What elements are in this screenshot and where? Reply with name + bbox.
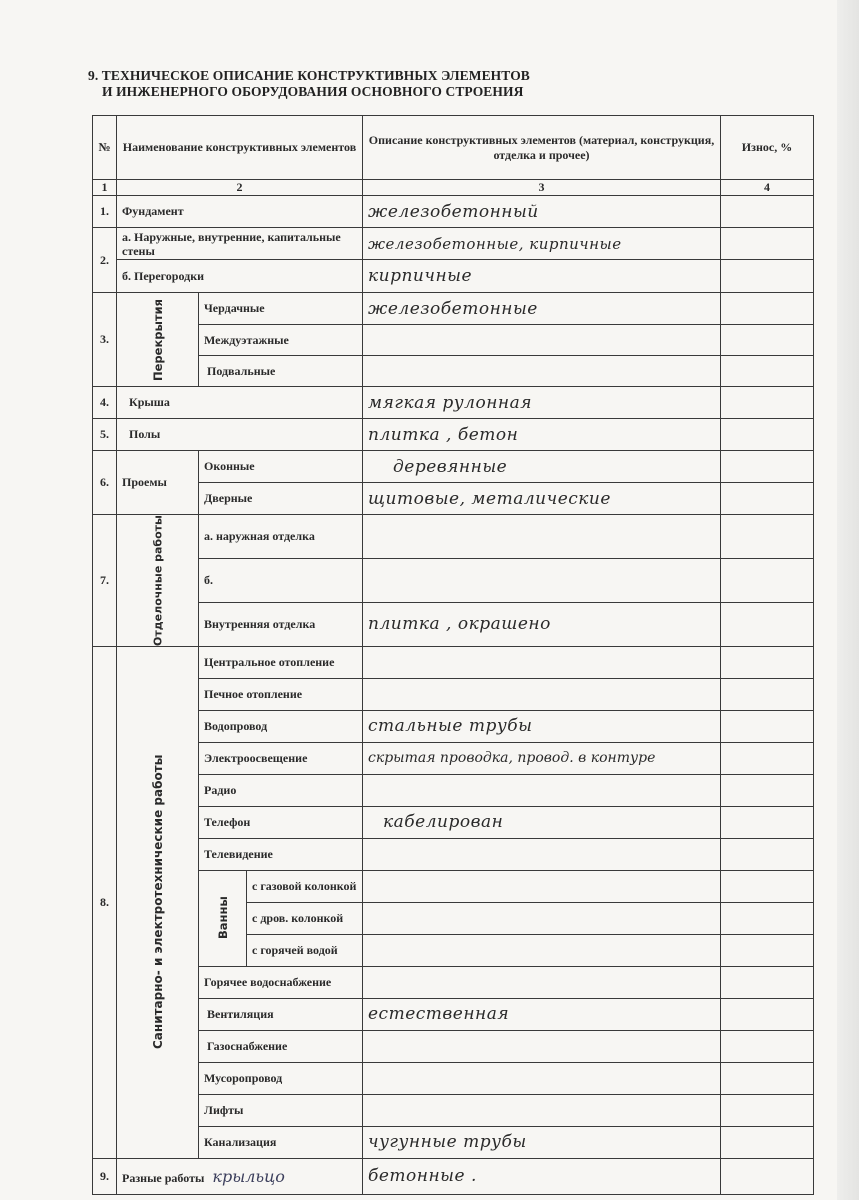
- row-label: а. наружная отделка: [199, 515, 363, 559]
- table-row: [93, 646, 814, 678]
- wear-field[interactable]: [721, 870, 814, 902]
- wear-field[interactable]: [721, 228, 814, 260]
- wear-field[interactable]: [721, 710, 814, 742]
- table-row: [93, 774, 814, 806]
- row-label: Телевидение: [199, 838, 363, 870]
- description-field[interactable]: [363, 902, 721, 934]
- table-row: [93, 838, 814, 870]
- table-row: [93, 515, 814, 559]
- group-label-floors: Перекрытия: [117, 293, 199, 387]
- group-label-baths: Ванны: [199, 870, 247, 966]
- row-label: Фундамент: [117, 196, 363, 228]
- wear-field[interactable]: [721, 325, 814, 356]
- wear-field[interactable]: [721, 356, 814, 387]
- description-field[interactable]: железобетонный: [363, 196, 721, 228]
- table-row: [93, 602, 814, 646]
- description-field[interactable]: [363, 870, 721, 902]
- row-label: б. Перегородки: [117, 260, 363, 293]
- row-label: Водопровод: [199, 710, 363, 742]
- table-row: [93, 742, 814, 774]
- table-row: [93, 451, 814, 483]
- table-row: [93, 998, 814, 1030]
- description-field[interactable]: [363, 1094, 721, 1126]
- table-row: [93, 1158, 814, 1194]
- wear-field[interactable]: [721, 293, 814, 325]
- wear-field[interactable]: [721, 483, 814, 515]
- row-label: Горячее водоснабжение: [199, 966, 363, 998]
- header-num: №: [93, 116, 117, 180]
- wear-field[interactable]: [721, 838, 814, 870]
- wear-field[interactable]: [721, 646, 814, 678]
- table-row: [93, 483, 814, 515]
- page-edge: [837, 0, 859, 1200]
- table-row: [93, 325, 814, 356]
- row-num: 1.: [93, 196, 117, 228]
- description-field[interactable]: кабелирован: [363, 806, 721, 838]
- row-label: Крыша: [117, 387, 363, 419]
- description-field[interactable]: [363, 515, 721, 559]
- description-field[interactable]: мягкая рулонная: [363, 387, 721, 419]
- wear-field[interactable]: [721, 1158, 814, 1194]
- column-number-2: 2: [117, 180, 363, 196]
- wear-field[interactable]: [721, 1062, 814, 1094]
- row-label: Радио: [199, 774, 363, 806]
- row-num: 7.: [93, 515, 117, 647]
- table-row: [93, 419, 814, 451]
- description-field[interactable]: бетонные .: [363, 1158, 721, 1194]
- row-label: Электроосвещение: [199, 742, 363, 774]
- table-row: [93, 710, 814, 742]
- row-num: 3.: [93, 293, 117, 387]
- table-row: [93, 293, 814, 325]
- wear-field[interactable]: [721, 998, 814, 1030]
- description-field[interactable]: кирпичные: [363, 260, 721, 293]
- wear-field[interactable]: [721, 559, 814, 602]
- row-label: с дров. колонкой: [247, 902, 363, 934]
- table-row: [93, 559, 814, 602]
- group-label-finishing: Отделочные работы: [117, 515, 199, 647]
- description-field[interactable]: естественная: [363, 998, 721, 1030]
- description-field[interactable]: [363, 325, 721, 356]
- table-row: [93, 387, 814, 419]
- description-field[interactable]: [363, 774, 721, 806]
- column-number-3: 3: [363, 180, 721, 196]
- row-label: Чердачные: [199, 293, 363, 325]
- row-label: Телефон: [199, 806, 363, 838]
- description-field[interactable]: плитка , окрашено: [363, 602, 721, 646]
- group-label-sanitary: Санитарно- и электротехнические работы: [117, 646, 199, 1158]
- table-row: [93, 678, 814, 710]
- title-line-2: И ИНЖЕНЕРНОГО ОБОРУДОВАНИЯ ОСНОВНОГО СТРОЕНИЯ: [102, 84, 524, 99]
- description-field[interactable]: деревянные: [363, 451, 721, 483]
- row-label: Газоснабжение: [199, 1030, 363, 1062]
- column-number-4: 4: [721, 180, 814, 196]
- header-row: [93, 116, 814, 180]
- table-row: [93, 870, 814, 902]
- description-field[interactable]: [363, 838, 721, 870]
- row-label: Внутренняя отделка: [199, 602, 363, 646]
- wear-field[interactable]: [721, 774, 814, 806]
- table-row: [93, 228, 814, 260]
- wear-field[interactable]: [721, 1126, 814, 1158]
- row-num: 6.: [93, 451, 117, 515]
- table-row: [93, 1030, 814, 1062]
- description-field[interactable]: плитка , бетон: [363, 419, 721, 451]
- row-label: Подвальные: [199, 356, 363, 387]
- title-line-1: 9. ТЕХНИЧЕСКОЕ ОПИСАНИЕ КОНСТРУКТИВНЫХ ЭЛЕМЕНТОВ: [88, 68, 530, 83]
- description-field[interactable]: щитовые, металические: [363, 483, 721, 515]
- row-num: 4.: [93, 387, 117, 419]
- description-field[interactable]: железобетонные: [363, 293, 721, 325]
- description-field[interactable]: стальные трубы: [363, 710, 721, 742]
- column-number-1: 1: [93, 180, 117, 196]
- description-field[interactable]: [363, 646, 721, 678]
- group-label-openings: Проемы: [117, 451, 199, 515]
- description-field[interactable]: скрытая проводка, провод. в контуре: [363, 742, 721, 774]
- row-label: а. Наружные, внутренние, капитальные стены: [117, 228, 363, 260]
- column-number-row: [93, 180, 814, 196]
- table-row: [93, 260, 814, 293]
- row-label: Мусоропровод: [199, 1062, 363, 1094]
- row-label: Печное отопление: [199, 678, 363, 710]
- row-label: с газовой колонкой: [247, 870, 363, 902]
- row-label: Междуэтажные: [199, 325, 363, 356]
- description-field[interactable]: [363, 934, 721, 966]
- description-field[interactable]: [363, 559, 721, 602]
- row-label: Разные работы: [122, 1170, 205, 1185]
- wear-field[interactable]: [721, 902, 814, 934]
- description-field[interactable]: [363, 966, 721, 998]
- table-row: [93, 1094, 814, 1126]
- wear-field[interactable]: [721, 419, 814, 451]
- wear-field[interactable]: [721, 934, 814, 966]
- row-num: 5.: [93, 419, 117, 451]
- row-label: Канализация: [199, 1126, 363, 1158]
- technical-description-table: [92, 115, 814, 1195]
- row-label: Оконные: [199, 451, 363, 483]
- wear-field[interactable]: [721, 966, 814, 998]
- row-label: Вентиляция: [199, 998, 363, 1030]
- row-label-note[interactable]: крыльцо: [212, 1166, 285, 1186]
- description-field[interactable]: [363, 1062, 721, 1094]
- page-title: [88, 68, 608, 100]
- wear-field[interactable]: [721, 260, 814, 293]
- table-row: [93, 356, 814, 387]
- table-row: [93, 1126, 814, 1158]
- wear-field[interactable]: [721, 1030, 814, 1062]
- row-label-cell: [117, 1158, 363, 1194]
- row-label: б.: [199, 559, 363, 602]
- description-field[interactable]: чугунные трубы: [363, 1126, 721, 1158]
- table-row: [93, 1062, 814, 1094]
- description-field[interactable]: железобетонные, кирпичные: [363, 228, 721, 260]
- wear-field[interactable]: [721, 196, 814, 228]
- wear-field[interactable]: [721, 515, 814, 559]
- wear-field[interactable]: [721, 602, 814, 646]
- wear-field[interactable]: [721, 451, 814, 483]
- row-num: 2.: [93, 228, 117, 293]
- header-name: Наименование конструктивных элементов: [117, 116, 363, 180]
- row-label: Центральное отопление: [199, 646, 363, 678]
- wear-field[interactable]: [721, 742, 814, 774]
- wear-field[interactable]: [721, 1094, 814, 1126]
- row-label: Лифты: [199, 1094, 363, 1126]
- wear-field[interactable]: [721, 678, 814, 710]
- header-wear: Износ, %: [721, 116, 814, 180]
- row-label: с горячей водой: [247, 934, 363, 966]
- description-field[interactable]: [363, 356, 721, 387]
- header-description: Описание конструктивных элементов (материал, конструкция, отделка и прочее): [363, 116, 721, 180]
- description-field[interactable]: [363, 678, 721, 710]
- row-label: Дверные: [199, 483, 363, 515]
- table-row: [93, 196, 814, 228]
- row-label: Полы: [117, 419, 363, 451]
- table-row: [93, 966, 814, 998]
- row-num: 9.: [93, 1158, 117, 1194]
- wear-field[interactable]: [721, 806, 814, 838]
- row-num: 8.: [93, 646, 117, 1158]
- table-row: [93, 806, 814, 838]
- description-field[interactable]: [363, 1030, 721, 1062]
- wear-field[interactable]: [721, 387, 814, 419]
